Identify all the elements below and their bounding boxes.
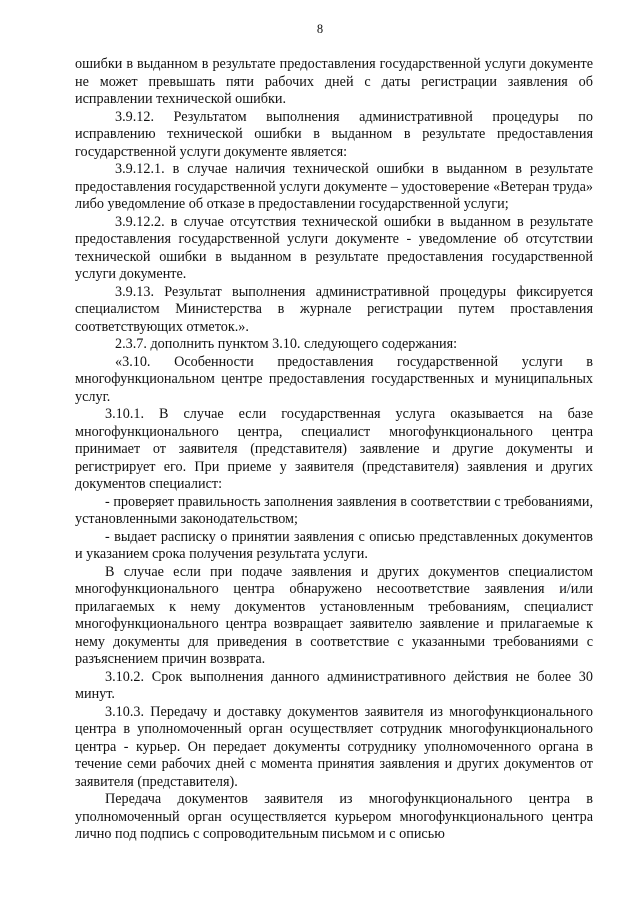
paragraph: ошибки в выданном в результате предоставления государственной услуги документе не может превышать пяти рабочих дней с даты регистрации заявления об исправлении технической ошибки. xyxy=(75,56,593,107)
paragraph: 3.9.12.1. в случае наличия технической ошибки в выданном в результате предоставления государственной услуги документе – удостоверение «Ветеран труда» либо уведомление об отказе в предоставлении государственной услуги; xyxy=(75,161,593,212)
document-body xyxy=(75,56,593,844)
paragraph: 3.10.3. Передачу и доставку документов заявителя из многофункционального центра в уполномоченный орган осуществляет сотрудник многофункционального центра - курьер. Он передает документы сотруднику уполномоченного органа в течение семи рабочих дней с момента принятия заявления и других документов от заявителя (представителя). xyxy=(75,703,593,790)
paragraph: 3.9.12.2. в случае отсутствия технической ошибки в выданном в результате предоставления государственной услуги документе - уведомление об отсутствии технической ошибки в выданном в результате предоставления государственной услуги документе. xyxy=(75,213,593,282)
paragraph: - проверяет правильность заполнения заявления в соответствии с требованиями, установленными законодательством; xyxy=(75,493,593,527)
paragraph: 3.10.2. Срок выполнения данного административного действия не более 30 минут. xyxy=(75,668,593,702)
paragraph: 3.10.1. В случае если государственная услуга оказывается на базе многофункционального центра, специалист многофункционального центра принимает от заявителя (представителя) заявление и другие документы и регистрирует его. При приеме у заявителя (представителя) заявления и других документов специалист: xyxy=(75,406,593,492)
paragraph: Передача документов заявителя из многофункционального центра в уполномоченный орган осуществляется курьером многофункционального центра лично под подпись с сопроводительным письмом и с описью xyxy=(75,791,593,842)
paragraph: - выдает расписку о принятии заявления с описью представленных документов и указанием срока получения результата услуги. xyxy=(75,528,593,562)
paragraph: 3.9.12. Результатом выполнения административной процедуры по исправлению технической ошибки в выданном в результате предоставления государственной услуги документе является: xyxy=(75,108,593,160)
paragraph: 2.3.7. дополнить пунктом 3.10. следующего содержания: xyxy=(115,336,458,352)
paragraph: 3.9.13. Результат выполнения административной процедуры фиксируется специалистом Министерства в журнале регистрации путем проставления соответствующих отметок.». xyxy=(75,283,593,335)
page-number: 8 xyxy=(316,22,324,36)
paragraph: В случае если при подаче заявления и других документов специалистом многофункционального центра обнаружено несоответствие заявления и/или прилагаемых к нему документов установленным требованиям, специалист многофункционального центра возвращает заявителю заявление и прилагаемые к нему документы для приведения в соответствие с указанными требованиями с разъяснением причин возврата. xyxy=(75,563,593,667)
paragraph: «3.10. Особенности предоставления государственной услуги в многофункциональном центре предоставления государственных и муниципальных услуг. xyxy=(75,353,593,405)
